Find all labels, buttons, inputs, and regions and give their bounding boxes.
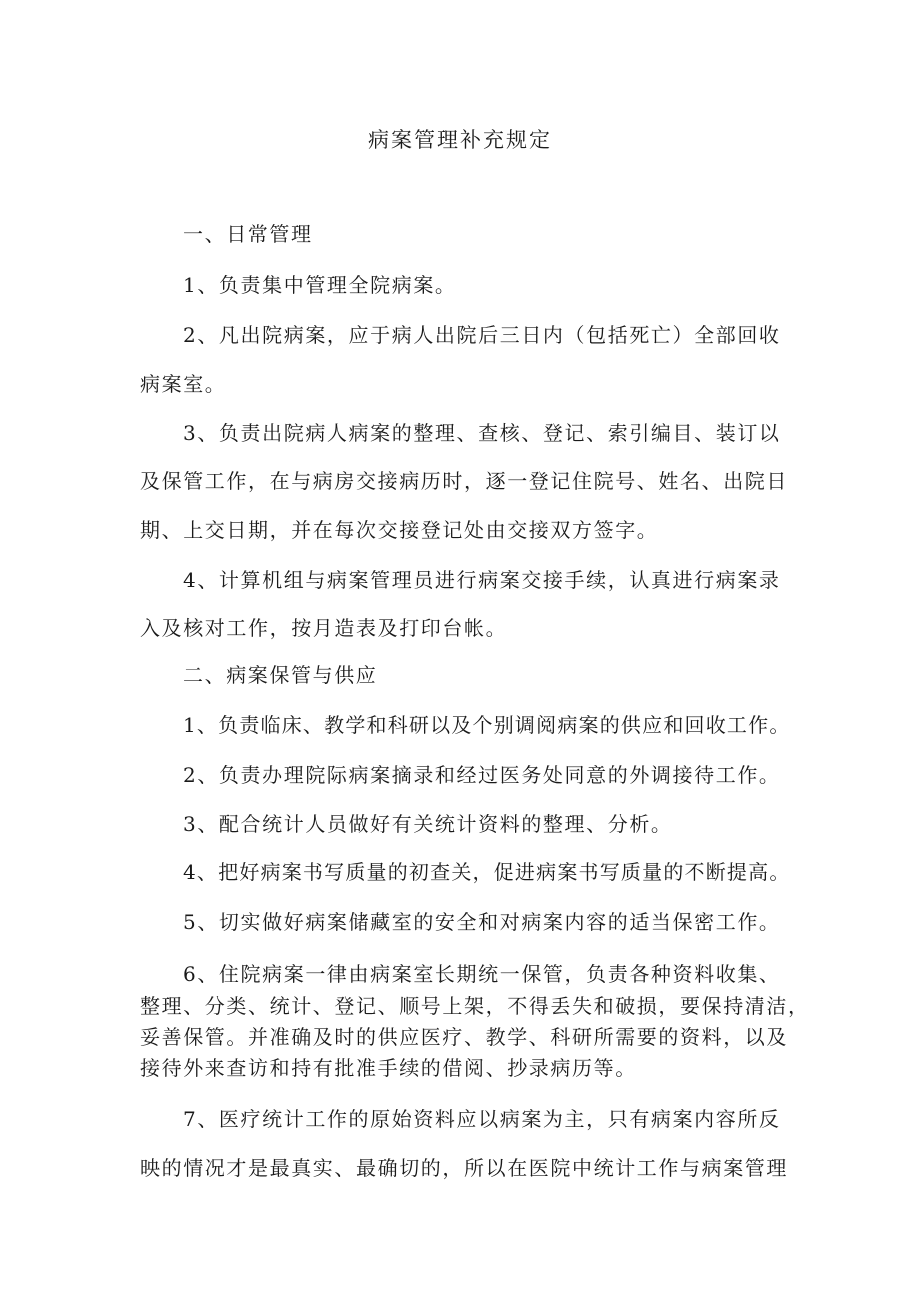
paragraph-line: 2、凡出院病案，应于病人出院后三日内（包括死亡）全部回收 — [183, 323, 781, 347]
paragraph-line: 4、把好病案书写质量的初查关，促进病案书写质量的不断提高。 — [183, 860, 791, 884]
paragraph-line: 妥善保管。并准确及时的供应医疗、教学、科研所需要的资料，以及 — [140, 1025, 788, 1049]
paragraph-line: 期、上交日期，并在每次交接登记处由交接双方签字。 — [140, 518, 659, 542]
paragraph-line: 5、切实做好病案储藏室的安全和对病案内容的适当保密工作。 — [183, 910, 781, 934]
paragraph-line: 2、负责办理院际病案摘录和经过医务处同意的外调接待工作。 — [183, 763, 781, 787]
paragraph-line: 7、医疗统计工作的原始资料应以病案为主，只有病案内容所反 — [183, 1107, 781, 1131]
paragraph-line: 1、负责集中管理全院病案。 — [183, 273, 457, 297]
paragraph-line: 映的情况才是最真实、最确切的，所以在医院中统计工作与病案管理 — [140, 1156, 788, 1180]
paragraph-line: 4、计算机组与病案管理员进行病案交接手续，认真进行病案录 — [183, 568, 781, 592]
paragraph-line: 1、负责临床、教学和科研以及个别调阅病案的供应和回收工作。 — [183, 713, 791, 737]
section-heading-storage-supply: 二、病案保管与供应 — [183, 663, 378, 687]
paragraph-line: 及保管工作，在与病房交接病历时，逐一登记住院号、姓名、出院日 — [140, 469, 788, 493]
paragraph-line: 6、住院病案一律由病案室长期统一保管，负责各种资料收集、 — [183, 962, 781, 986]
section-heading-daily-management: 一、日常管理 — [183, 222, 313, 246]
paragraph-line: 3、负责出院病人病案的整理、查核、登记、索引编目、装订以 — [183, 421, 781, 445]
paragraph-line: 3、配合统计人员做好有关统计资料的整理、分析。 — [183, 812, 673, 836]
page-title: 病案管理补充规定 — [368, 128, 552, 152]
paragraph-line: 入及核对工作，按月造表及打印台帐。 — [140, 616, 508, 640]
paragraph-line: 病案室。 — [140, 372, 227, 396]
paragraph-line: 接待外来查访和持有批准手续的借阅、抄录病历等。 — [140, 1056, 637, 1080]
paragraph-line: 整理、分类、统计、登记、顺号上架，不得丢失和破损，要保持清洁， — [140, 994, 810, 1018]
